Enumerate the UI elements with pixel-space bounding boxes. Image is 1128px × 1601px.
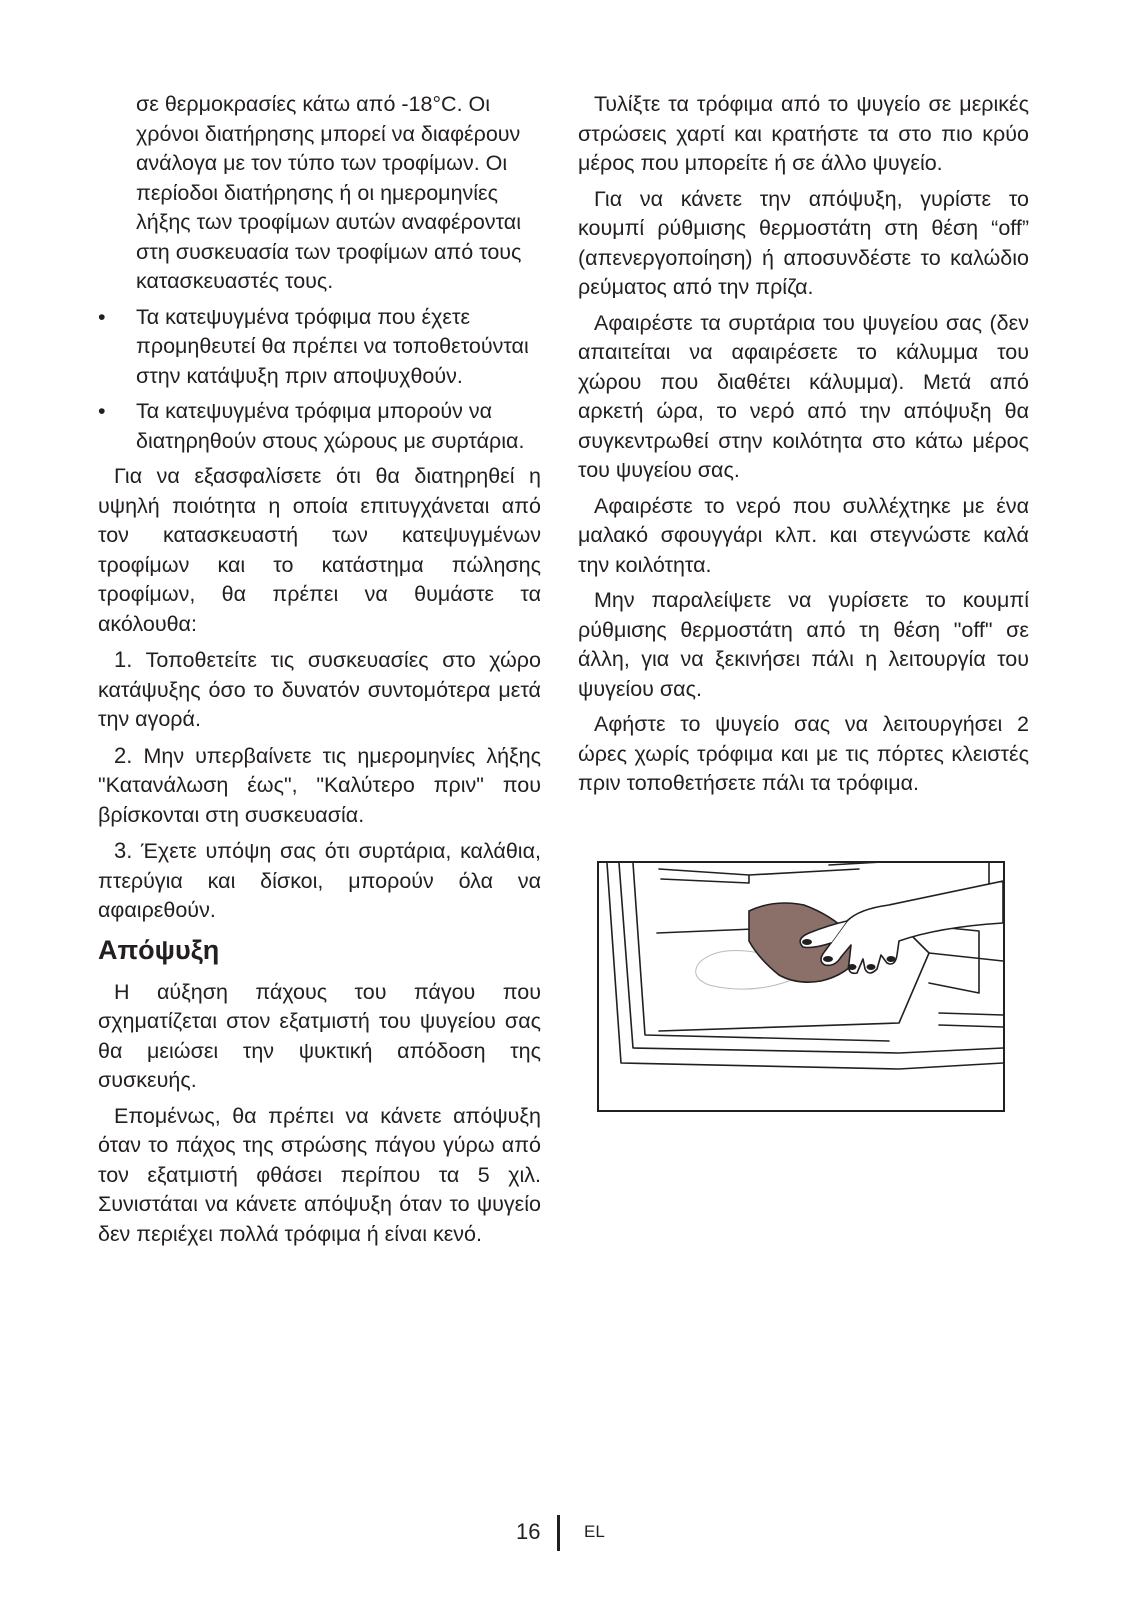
item-number: 2.	[114, 742, 133, 768]
defrost-paragraph: Η αύξηση πάχους του πάγου που σχηματίζεται στον εξατμιστή του ψυγείου σας θα μειώσει την ψυκτική απόδοση της συσκευής.	[98, 979, 541, 1092]
item-text: Τοποθετείτε τις συσκευασίες στο χώρο κατάψυξης όσο το δυνατόν συντομότερα μετά την αγορά.	[98, 648, 541, 731]
bullet-item	[98, 397, 541, 456]
item-number: 1.	[114, 647, 133, 672]
page-number: 16	[516, 1519, 541, 1544]
bullet-text: Τα κατεψυγμένα τρόφιμα μπορούν να διατηρηθούν στους χώρους με συρτάρια.	[136, 399, 525, 453]
bullet-item	[98, 303, 541, 392]
shelf-edge	[659, 869, 749, 883]
numbered-item	[98, 645, 541, 735]
numbered-item	[98, 836, 541, 926]
right-column	[578, 90, 1029, 805]
panel-line	[939, 1025, 1003, 1027]
right-paragraph: Μην παραλείψετε να γυρίσετε το κουμπί ρύθμισης θερμοστάτη από τη θέση "off" σε άλλη, για να ξεκινήσει πάλι η λειτουργία του ψυγείου σας.	[578, 588, 1029, 701]
footer-separator	[557, 1515, 560, 1551]
shelf-line	[829, 863, 899, 865]
item-text: Έχετε υπόψη σας ότι συρτάρια, καλάθια, πτερύγια και δίσκοι, μπορούν όλα να αφαιρεθούν.	[98, 839, 541, 922]
right-paragraph: Αφαιρέστε τα συρτάρια του ψυγείου σας (δεν απαιτείται να αφαιρέσετε το κάλυμμα του χώρου που διαθέτει κάλυμμα). Μετά από αρκετή ώρα, το νερό από την απόψυξη θα συγκεντρωθεί στην κοιλότητα στο κάτω μέρος του ψυγείου σας.	[578, 310, 1029, 482]
right-paragraph: Για να κάνετε την απόψυξη, γυρίστε το κουμπί ρύθμισης θερμοστάτη στη θέση “off” (απενεργοποίηση) ή αποσυνδέστε το καλώδιο ρεύματος από την πρίζα.	[578, 186, 1029, 299]
item-text: Μην υπερβαίνετε τις ημερομηνίες λήξης "Κατανάλωση έως", "Καλύτερο πριν" που βρίσκονται στη συσκευασία.	[98, 743, 541, 827]
wiping-cavity-drawing	[599, 863, 1003, 1110]
language-code: EL	[584, 1522, 605, 1541]
defrost-illustration	[597, 861, 1005, 1112]
defrost-paragraph: Επομένως, θα πρέπει να κάνετε απόψυξη όταν το πάχος της στρώσης πάγου γύρω από τον εξατμιστή φθάσει περίπου τα 5 χιλ. Συνιστάται να κάνετε απόψυξη όταν το ψυγείο δεν περιέχει πολλά τρόφιμα ή είναι κενό.	[98, 1103, 541, 1246]
right-paragraph: Τυλίξτε τα τρόφιμα από το ψυγείο σε μερικές στρώσεις χαρτί και κρατήστε τα στο πιο κρύο μέρος που μπορείτε ή σε άλλο ψυγείο.	[578, 92, 1029, 175]
panel-line	[929, 953, 1003, 961]
left-column	[98, 90, 541, 1255]
shelf-line	[749, 869, 859, 875]
intro-paragraph: σε θερμοκρασίες κάτω από -18°C. Οι χρόνοι διατήρησης μπορεί να διαφέρουν ανάλογα με τον τύπο των τροφίμων. Οι περίοδοι διατήρησης ή οι ημερομηνίες λήξης των τροφίμων αυτών αναφέρονται στη συσκευασία των τροφίμων από τους κατασκευαστές τους.	[136, 92, 522, 293]
right-paragraph: Αφήστε το ψυγείο σας να λειτουργήσει 2 ώρες χωρίς τρόφιμα και με τις πόρτες κλειστές πριν τοποθετήσετε πάλι τα τρόφιμα.	[578, 712, 1029, 795]
bullet-mark: •	[98, 399, 106, 423]
page-footer	[0, 1515, 1128, 1555]
section-heading: Απόψυξη	[98, 934, 220, 965]
panel-line	[939, 1013, 1003, 1015]
right-paragraph: Αφαιρέστε το νερό που συλλέχτηκε με ένα μαλακό σφουγγάρι κλπ. και στεγνώστε καλά την κοιλότητα.	[578, 493, 1029, 577]
bullet-mark: •	[98, 304, 106, 329]
item-number: 3.	[114, 838, 133, 863]
bullet-text: Τα κατεψυγμένα τρόφιμα που έχετε προμηθευτεί θα πρέπει να τοποθετούνται στην κατάψυξη πριν αποψυχθούν.	[136, 304, 529, 388]
storage-paragraph: Για να εξασφαλίσετε ότι θα διατηρηθεί η υψηλή ποιότητα η οποία επιτυγχάνεται από τον κατασκευαστή των κατεψυγμένων τροφίμων και το κατάστημα πώλησης τροφίμων, θα πρέπει να θυμάστε τα ακόλουθα:	[98, 464, 541, 636]
numbered-item	[98, 741, 541, 831]
